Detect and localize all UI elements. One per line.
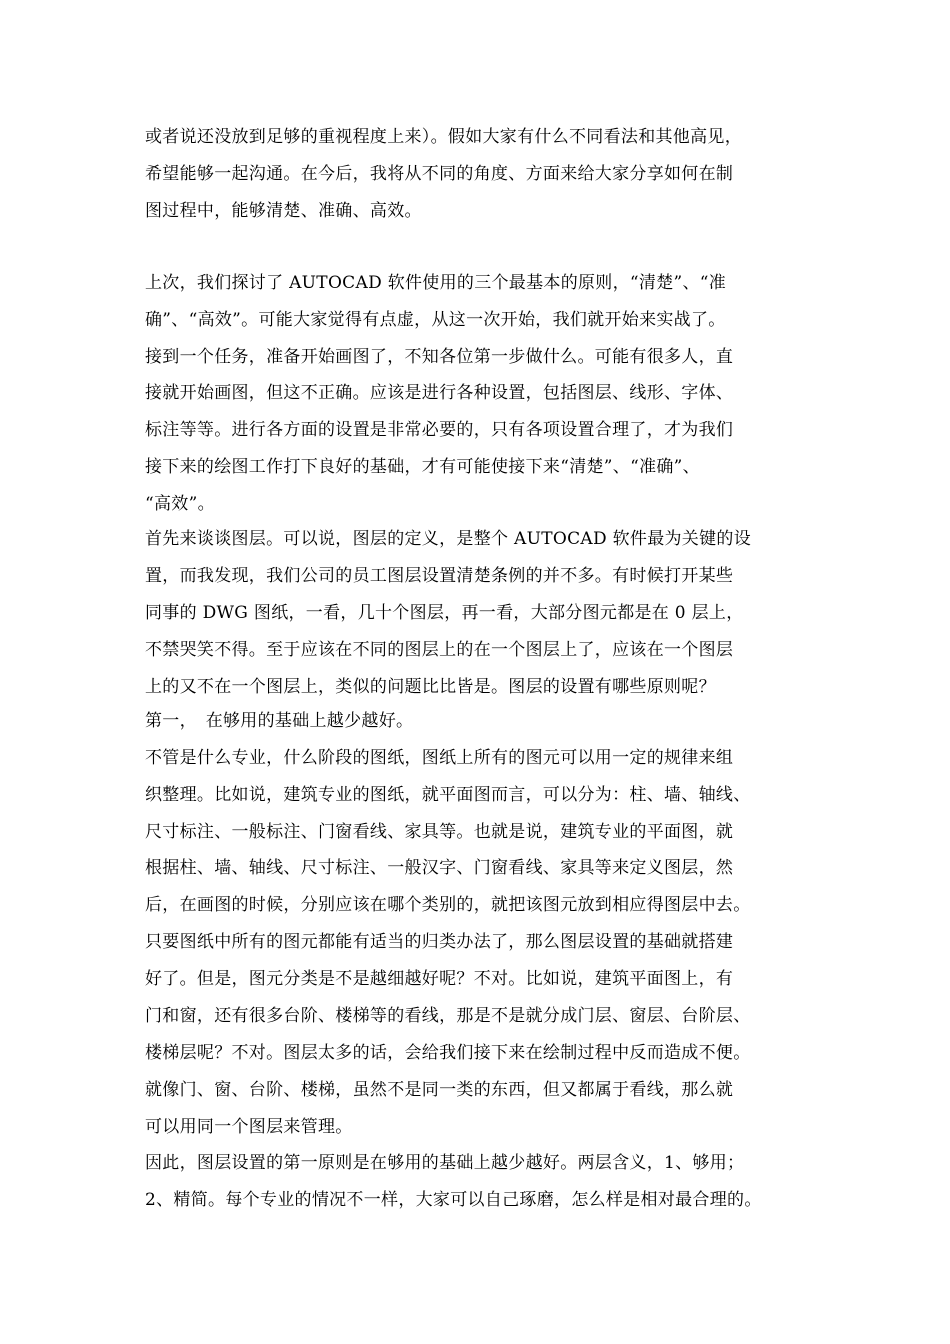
text-line: 图过程中，能够清楚、准确、高效。: [145, 201, 422, 221]
text-line: “高效”。: [145, 494, 215, 514]
text-line: 上的又不在一个图层上，类似的问题比比皆是。图层的设置有哪些原则呢？: [145, 677, 716, 697]
text-line: 首先来谈谈图层。可以说，图层的定义，是整个 AUTOCAD 软件最为关键的设: [145, 529, 751, 549]
text-line: 2、精简。每个专业的情况不一样，大家可以自己琢磨，怎么样是相对最合理的。: [145, 1190, 762, 1210]
text-line: 接就开始画图，但这不正确。应该是进行各种设置，包括图层、线形、字体、: [145, 383, 734, 403]
text-line: 尺寸标注、一般标注、门窗看线、家具等。也就是说，建筑专业的平面图，就: [145, 822, 734, 842]
text-line: 楼梯层呢？不对。图层太多的话，会给我们接下来在绘制过程中反而造成不便。: [145, 1043, 751, 1063]
text-line: 接到一个任务，准备开始画图了，不知各位第一步做什么。可能有很多人，直: [145, 347, 734, 367]
text-line: 可以用同一个图层来管理。: [145, 1117, 353, 1137]
text-line: 就像门、窗、台阶、楼梯，虽然不是同一类的东西，但又都属于看线，那么就: [145, 1080, 734, 1100]
text-line: 不禁哭笑不得。至于应该在不同的图层上的在一个图层上了，应该在一个图层: [145, 640, 734, 660]
section-heading: 第一， 在够用的基础上越少越好。: [145, 711, 414, 731]
text-line: 好了。但是，图元分类是不是越细越好呢？不对。比如说，建筑平面图上，有: [145, 969, 734, 989]
text-line: 希望能够一起沟通。在今后，我将从不同的角度、方面来给大家分享如何在制: [145, 164, 734, 184]
text-line: 织整理。比如说，建筑专业的图纸，就平面图而言，可以分为：柱、墙、轴线、: [145, 785, 751, 805]
text-line: 或者说还没放到足够的重视程度上来）。假如大家有什么不同看法和其他高见，: [145, 127, 742, 147]
text-line: 确”、“高效”。可能大家觉得有点虚，从这一次开始，我们就开始来实战了。: [145, 310, 726, 330]
text-line: 只要图纸中所有的图元都能有适当的归类办法了，那么图层设置的基础就搭建: [145, 932, 734, 952]
text-line: 标注等等。进行各方面的设置是非常必要的，只有各项设置合理了，才为我们: [145, 420, 734, 440]
text-line: 上次，我们探讨了 AUTOCAD 软件使用的三个最基本的原则，“清楚”、“准: [145, 273, 727, 293]
text-line: 后，在画图的时候，分别应该在哪个类别的，就把该图元放到相应得图层中去。: [145, 895, 751, 915]
text-line: 同事的 DWG 图纸，一看，几十个图层，再一看，大部分图元都是在 0 层上，: [145, 603, 744, 623]
text-line: 置，而我发现，我们公司的员工图层设置清楚条例的并不多。有时候打开某些: [145, 566, 734, 586]
text-line: 接下来的绘图工作打下良好的基础，才有可能使接下来“清楚”、“准确”、: [145, 457, 700, 477]
text-line: 根据柱、墙、轴线、尺寸标注、一般汉字、门窗看线、家具等来定义图层，然: [145, 858, 734, 878]
text-line: 门和窗，还有很多台阶、楼梯等的看线，那是不是就分成门层、窗层、台阶层、: [145, 1006, 751, 1026]
text-line: 因此，图层设置的第一原则是在够用的基础上越少越好。两层含义，1、够用；: [145, 1153, 745, 1173]
text-line: 不管是什么专业，什么阶段的图纸，图纸上所有的图元可以用一定的规律来组: [145, 748, 734, 768]
